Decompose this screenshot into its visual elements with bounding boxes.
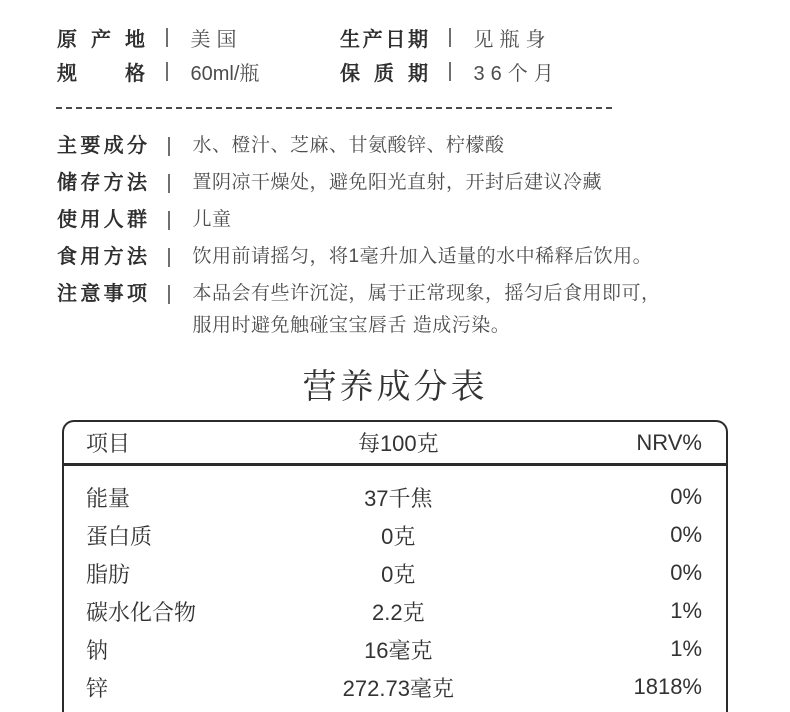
spec-label-production-date: 生产日期 bbox=[340, 28, 428, 51]
spec-label-size: 规格 bbox=[57, 62, 145, 85]
nutrition-cell-per100g: 0克 bbox=[381, 561, 416, 587]
nutrition-row bbox=[64, 554, 726, 592]
spec-value-origin: 美国 bbox=[190, 28, 243, 51]
nutrition-cell-nrv: 0% bbox=[670, 522, 702, 547]
nutrition-cell-item: 脂肪 bbox=[86, 561, 131, 587]
attr-value-usage: 饮用前请摇匀，将1毫升加入适量的水中稀释后饮用。 bbox=[192, 246, 653, 267]
nutrition-cell-per100g: 37千焦 bbox=[364, 485, 433, 511]
dashed-divider bbox=[56, 107, 612, 109]
nutrition-cell-per100g: 0克 bbox=[381, 523, 416, 549]
nutrition-cell-item: 锌 bbox=[86, 675, 109, 701]
spec-column-right bbox=[340, 20, 560, 88]
pipe-separator bbox=[449, 28, 451, 47]
attr-row-ingredients bbox=[57, 130, 790, 162]
attr-label-ingredients: 主要成分 bbox=[57, 135, 147, 157]
spec-column-left bbox=[57, 20, 340, 88]
nutrition-row bbox=[64, 668, 726, 706]
nutrition-cell-nrv: 1% bbox=[670, 598, 702, 623]
nutrition-header-nrv: NRV% bbox=[636, 429, 702, 455]
pipe-separator bbox=[168, 174, 170, 193]
attr-row-storage bbox=[57, 167, 790, 199]
nutrition-table-title: 营养成分表 bbox=[302, 368, 488, 406]
attr-value-precautions: 本品会有些许沉淀，属于正常现象，摇匀后食用即可，服用时避免触碰宝宝唇舌 造成污染。 bbox=[192, 283, 661, 336]
nutrition-header-item: 项目 bbox=[86, 431, 131, 456]
nutrition-cell-nrv: 0% bbox=[670, 560, 702, 585]
pipe-separator bbox=[449, 62, 451, 81]
nutrition-row bbox=[64, 592, 726, 630]
pipe-separator bbox=[166, 62, 168, 81]
attr-label-target-users: 使用人群 bbox=[57, 209, 147, 231]
nutrition-cell-per100g: 16毫克 bbox=[364, 637, 433, 663]
nutrition-cell-item: 蛋白质 bbox=[86, 523, 153, 549]
attr-value-target-users: 儿童 bbox=[192, 209, 232, 230]
nutrition-table-body bbox=[64, 466, 726, 706]
attr-label-usage: 食用方法 bbox=[57, 246, 147, 268]
pipe-separator bbox=[168, 137, 170, 156]
nutrition-cell-nrv: 0% bbox=[670, 484, 702, 509]
spec-row-size bbox=[57, 54, 340, 88]
nutrition-cell-nrv: 1% bbox=[670, 636, 702, 661]
spec-value-production-date: 见瓶身 bbox=[473, 28, 552, 51]
attr-row-usage bbox=[57, 241, 790, 273]
spec-row-origin bbox=[57, 20, 340, 54]
attr-row-target-users bbox=[57, 204, 790, 236]
spec-label-origin: 原产地 bbox=[57, 28, 145, 51]
nutrition-cell-item: 能量 bbox=[86, 485, 131, 511]
attr-label-precautions: 注意事项 bbox=[57, 283, 147, 305]
nutrition-cell-item: 碳水化合物 bbox=[86, 599, 197, 625]
nutrition-cell-per100g: 272.73毫克 bbox=[342, 675, 454, 701]
attr-row-precautions bbox=[57, 278, 790, 342]
spec-value-size: 60ml/瓶 bbox=[190, 62, 260, 85]
attr-label-storage: 储存方法 bbox=[57, 172, 147, 194]
nutrition-table bbox=[62, 420, 728, 712]
nutrition-row bbox=[64, 630, 726, 668]
spec-row-production-date bbox=[340, 20, 560, 54]
attr-value-ingredients: 水、橙汁、芝麻、甘氨酸锌、柠檬酸 bbox=[192, 135, 505, 156]
nutrition-row bbox=[64, 516, 726, 554]
pipe-separator bbox=[166, 28, 168, 47]
nutrition-header-per100g: 每100克 bbox=[357, 431, 439, 456]
spec-label-shelf-life: 保质期 bbox=[340, 62, 428, 85]
nutrition-cell-item: 钠 bbox=[86, 637, 109, 663]
spec-grid bbox=[57, 20, 790, 88]
nutrition-cell-nrv: 1818% bbox=[633, 674, 702, 699]
spec-row-shelf-life bbox=[340, 54, 560, 88]
attribute-list bbox=[57, 130, 790, 342]
pipe-separator bbox=[168, 248, 170, 267]
attr-value-storage: 置阴凉干燥处，避免阳光直射，开封后建议冷藏 bbox=[192, 172, 603, 193]
nutrition-cell-per100g: 2.2克 bbox=[372, 599, 425, 625]
pipe-separator bbox=[168, 211, 170, 230]
spec-value-shelf-life: 36个月 bbox=[473, 62, 560, 85]
nutrition-row bbox=[64, 478, 726, 516]
nutrition-table-header bbox=[64, 422, 726, 466]
pipe-separator bbox=[168, 285, 170, 304]
